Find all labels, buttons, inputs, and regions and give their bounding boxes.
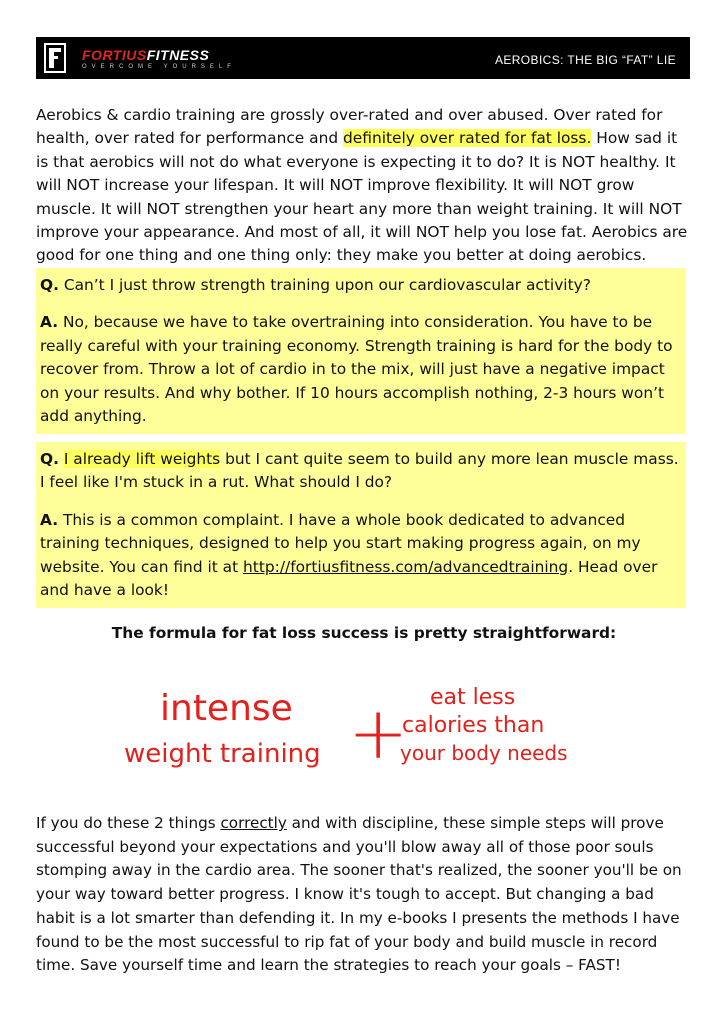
intro-paragraph — [36, 104, 692, 268]
question-text: Can’t I just throw strength training upon our cardiovascular activity? — [63, 276, 591, 294]
a-label: A. — [40, 313, 59, 332]
q-label: Q. — [40, 276, 59, 294]
question-highlight: I already lift weights — [63, 450, 221, 468]
closing-paragraph — [36, 812, 692, 978]
answer-text-before: This is a common complaint. I have a whole book dedicated to advanced training techniques, designed to help you start making progress again, on my website. You can find it at — [40, 510, 641, 576]
formula-intense: intense — [160, 688, 293, 729]
formula-weight-training: weight training — [124, 739, 321, 769]
page-header — [36, 37, 690, 79]
formula-eat-less: eat less — [430, 685, 516, 710]
brand-part-2: FITNESS — [146, 47, 210, 63]
answer-text: No, because we have to take overtraining into consideration. You have to be really careful with your training economy. Strength training is hard for the body to recover from. Throw a lot of cardio in to the mix, will just have a negative impact on your results. And why bother. If 10 hours accomplish nothing, 2-3 hours won’t add anything. — [40, 313, 673, 426]
intro-text-before: Aerobics & cardio training are grossly over-rated and over abused. Over rated for health, over rated for performance and — [36, 106, 663, 148]
q-label: Q. — [40, 450, 59, 468]
qa2-question — [40, 448, 682, 495]
qa2-answer — [40, 509, 682, 603]
handwritten-formula — [110, 670, 610, 790]
logo-mark-icon — [44, 43, 66, 73]
question-text: but I cant quite seem to build any more lean muscle mass. I feel like I'm stuck in a rut. What should I do? — [40, 450, 679, 492]
brand-tagline: OVERCOME YOURSELF — [82, 64, 236, 70]
qa1-answer — [40, 311, 682, 428]
closing-text-after: and with discipline, these simple steps will prove successful beyond your expectations and you'll blow away all of those poor souls stomping away in the cardio area. The sooner that's realized, the sooner you'll be on your way toward better progress. I know it's tough to accept. But changing a bad habit is a lot smarter than defending it. In my e-books I presents the methods I have found to be the most successful to rip fat of your body and build muscle in record time. Save yourself time and learn the strategies to reach your goals – FAST! — [36, 814, 682, 975]
qa-box-1 — [36, 268, 686, 434]
a-label: A. — [40, 510, 59, 529]
qa1-question — [40, 274, 682, 297]
page-title: AEROBICS: THE BIG “FAT” LIE — [494, 53, 676, 67]
formula-heading: The formula for fat loss success is pretty straightforward: — [111, 624, 617, 642]
qa-box-2 — [36, 442, 686, 608]
formula-plus: + — [348, 691, 409, 775]
intro-highlight: definitely over rated for fat loss. — [343, 129, 592, 148]
brand-part-1: FORTIUS — [82, 47, 147, 63]
intro-text-after: How sad it is that aerobics will not do what everyone is expecting it to do? It is NOT healthy. It will NOT increase your lifespan. It will NOT improve flexibility. It will NOT grow muscle. It will NOT strengthen your heart any more than weight training. It will NOT improve your appearance. And most of all, it will NOT help you lose fat. Aerobics are good for one thing and one thing only: they make you better at doing aerobics. — [36, 129, 688, 265]
formula-your-body-needs: your body needs — [400, 741, 568, 765]
closing-underlined: correctly — [220, 814, 287, 832]
advanced-training-link[interactable]: http://fortiusfitness.com/advancedtraining — [243, 557, 569, 576]
closing-text-before: If you do these 2 things — [36, 814, 221, 832]
answer-text-after: . Head over and have a look! — [40, 557, 658, 600]
formula-calories-than: calories than — [402, 713, 545, 738]
brand-name — [82, 47, 209, 63]
